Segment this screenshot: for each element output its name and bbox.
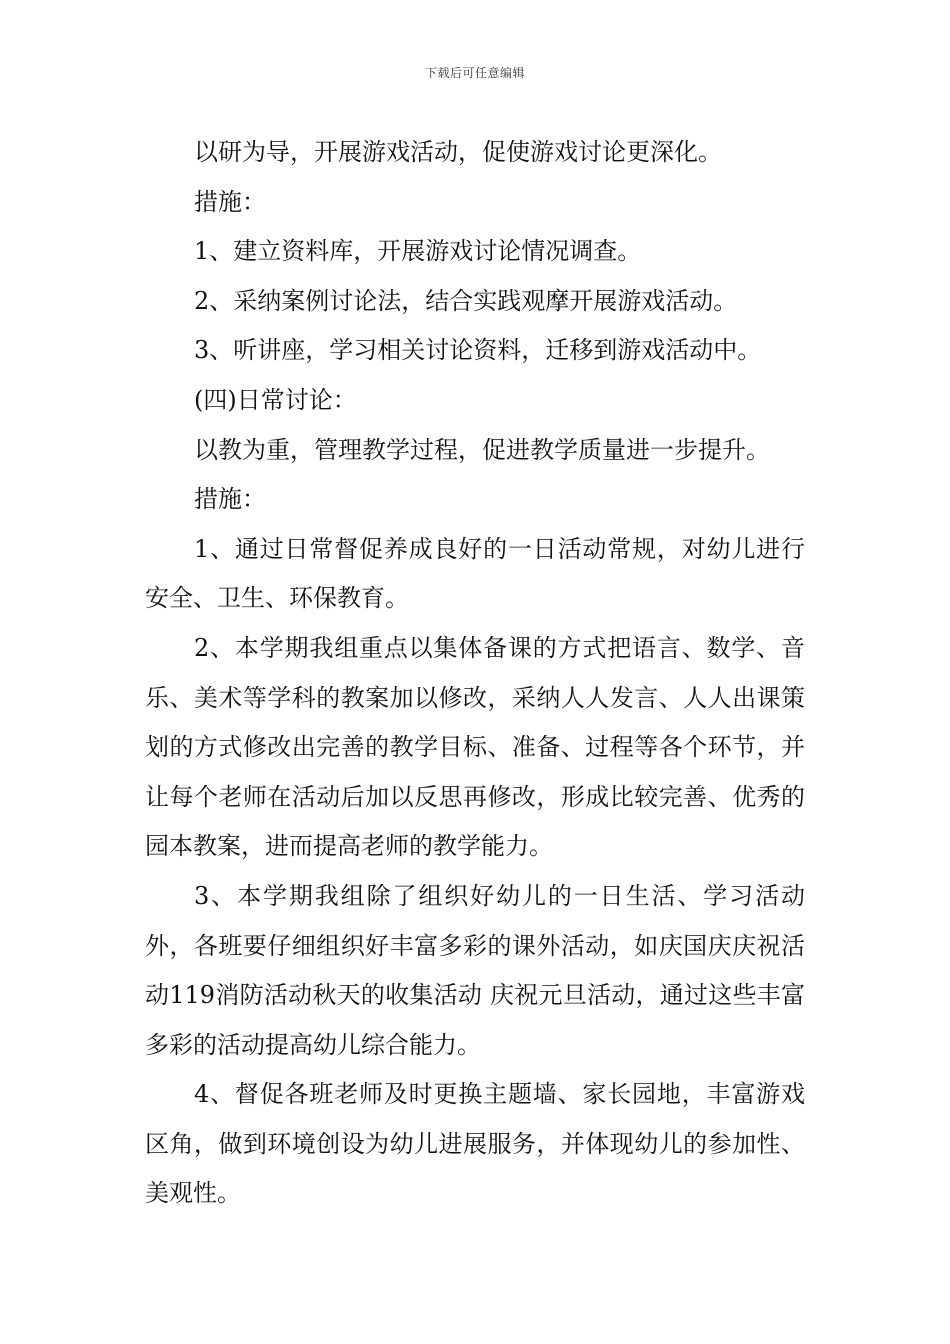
paragraph-intro: 以研为导，开展游戏活动，促使游戏讨论更深化。 (194, 138, 722, 166)
paragraph-daily-4: 4、督促各班老师及时更换主题墙、家长园地，丰富游戏区角，做到环境创设为幼儿进展服务，并体现幼儿的参加性、美观性。 (145, 1080, 805, 1208)
paragraph-measures-heading: 措施： (194, 187, 266, 216)
page-header: 下载后可任意编辑 (424, 66, 525, 80)
paragraph-daily-3: 3、本学期我组除了组织好幼儿的一日生活、学习活动外，各班要仔细组织好丰富多彩的课外活动，如庆国庆庆祝活动119消防活动秋天的收集活动 庆祝元旦活动，通过这些丰富多彩的活动提高幼儿综合能力。 (145, 881, 805, 1059)
document-body (145, 128, 805, 1219)
paragraph-daily-1: 1、通过日常督促养成良好的一日活动常规，对幼儿进行安全、卫生、环保教育。 (145, 534, 805, 613)
section-heading-daily: (四)日常讨论： (194, 385, 357, 414)
paragraph-daily-measures-heading: 措施： (194, 485, 266, 514)
paragraph-measure-3: 3、听讲座，学习相关讨论资料，迁移到游戏活动中。 (194, 336, 762, 365)
paragraph-daily-2: 2、本学期我组重点以集体备课的方式把语言、数学、音乐、美术等学科的教案加以修改，采纳人人发言、人人出课策划的方式修改出完善的教学目标、准备、过程等各个环节，并让每个老师在活动后加以反思再修改，形成比较完善、优秀的园本教案，进而提高老师的教学能力。 (145, 633, 805, 861)
paragraph-measure-2: 2、采纳案例讨论法，结合实践观摩开展游戏活动。 (194, 286, 738, 315)
paragraph-measure-1: 1、建立资料库，开展游戏讨论情况调查。 (194, 237, 642, 266)
paragraph-daily-intro: 以教为重，管理教学过程，促进教学质量进一步提升。 (194, 435, 770, 464)
